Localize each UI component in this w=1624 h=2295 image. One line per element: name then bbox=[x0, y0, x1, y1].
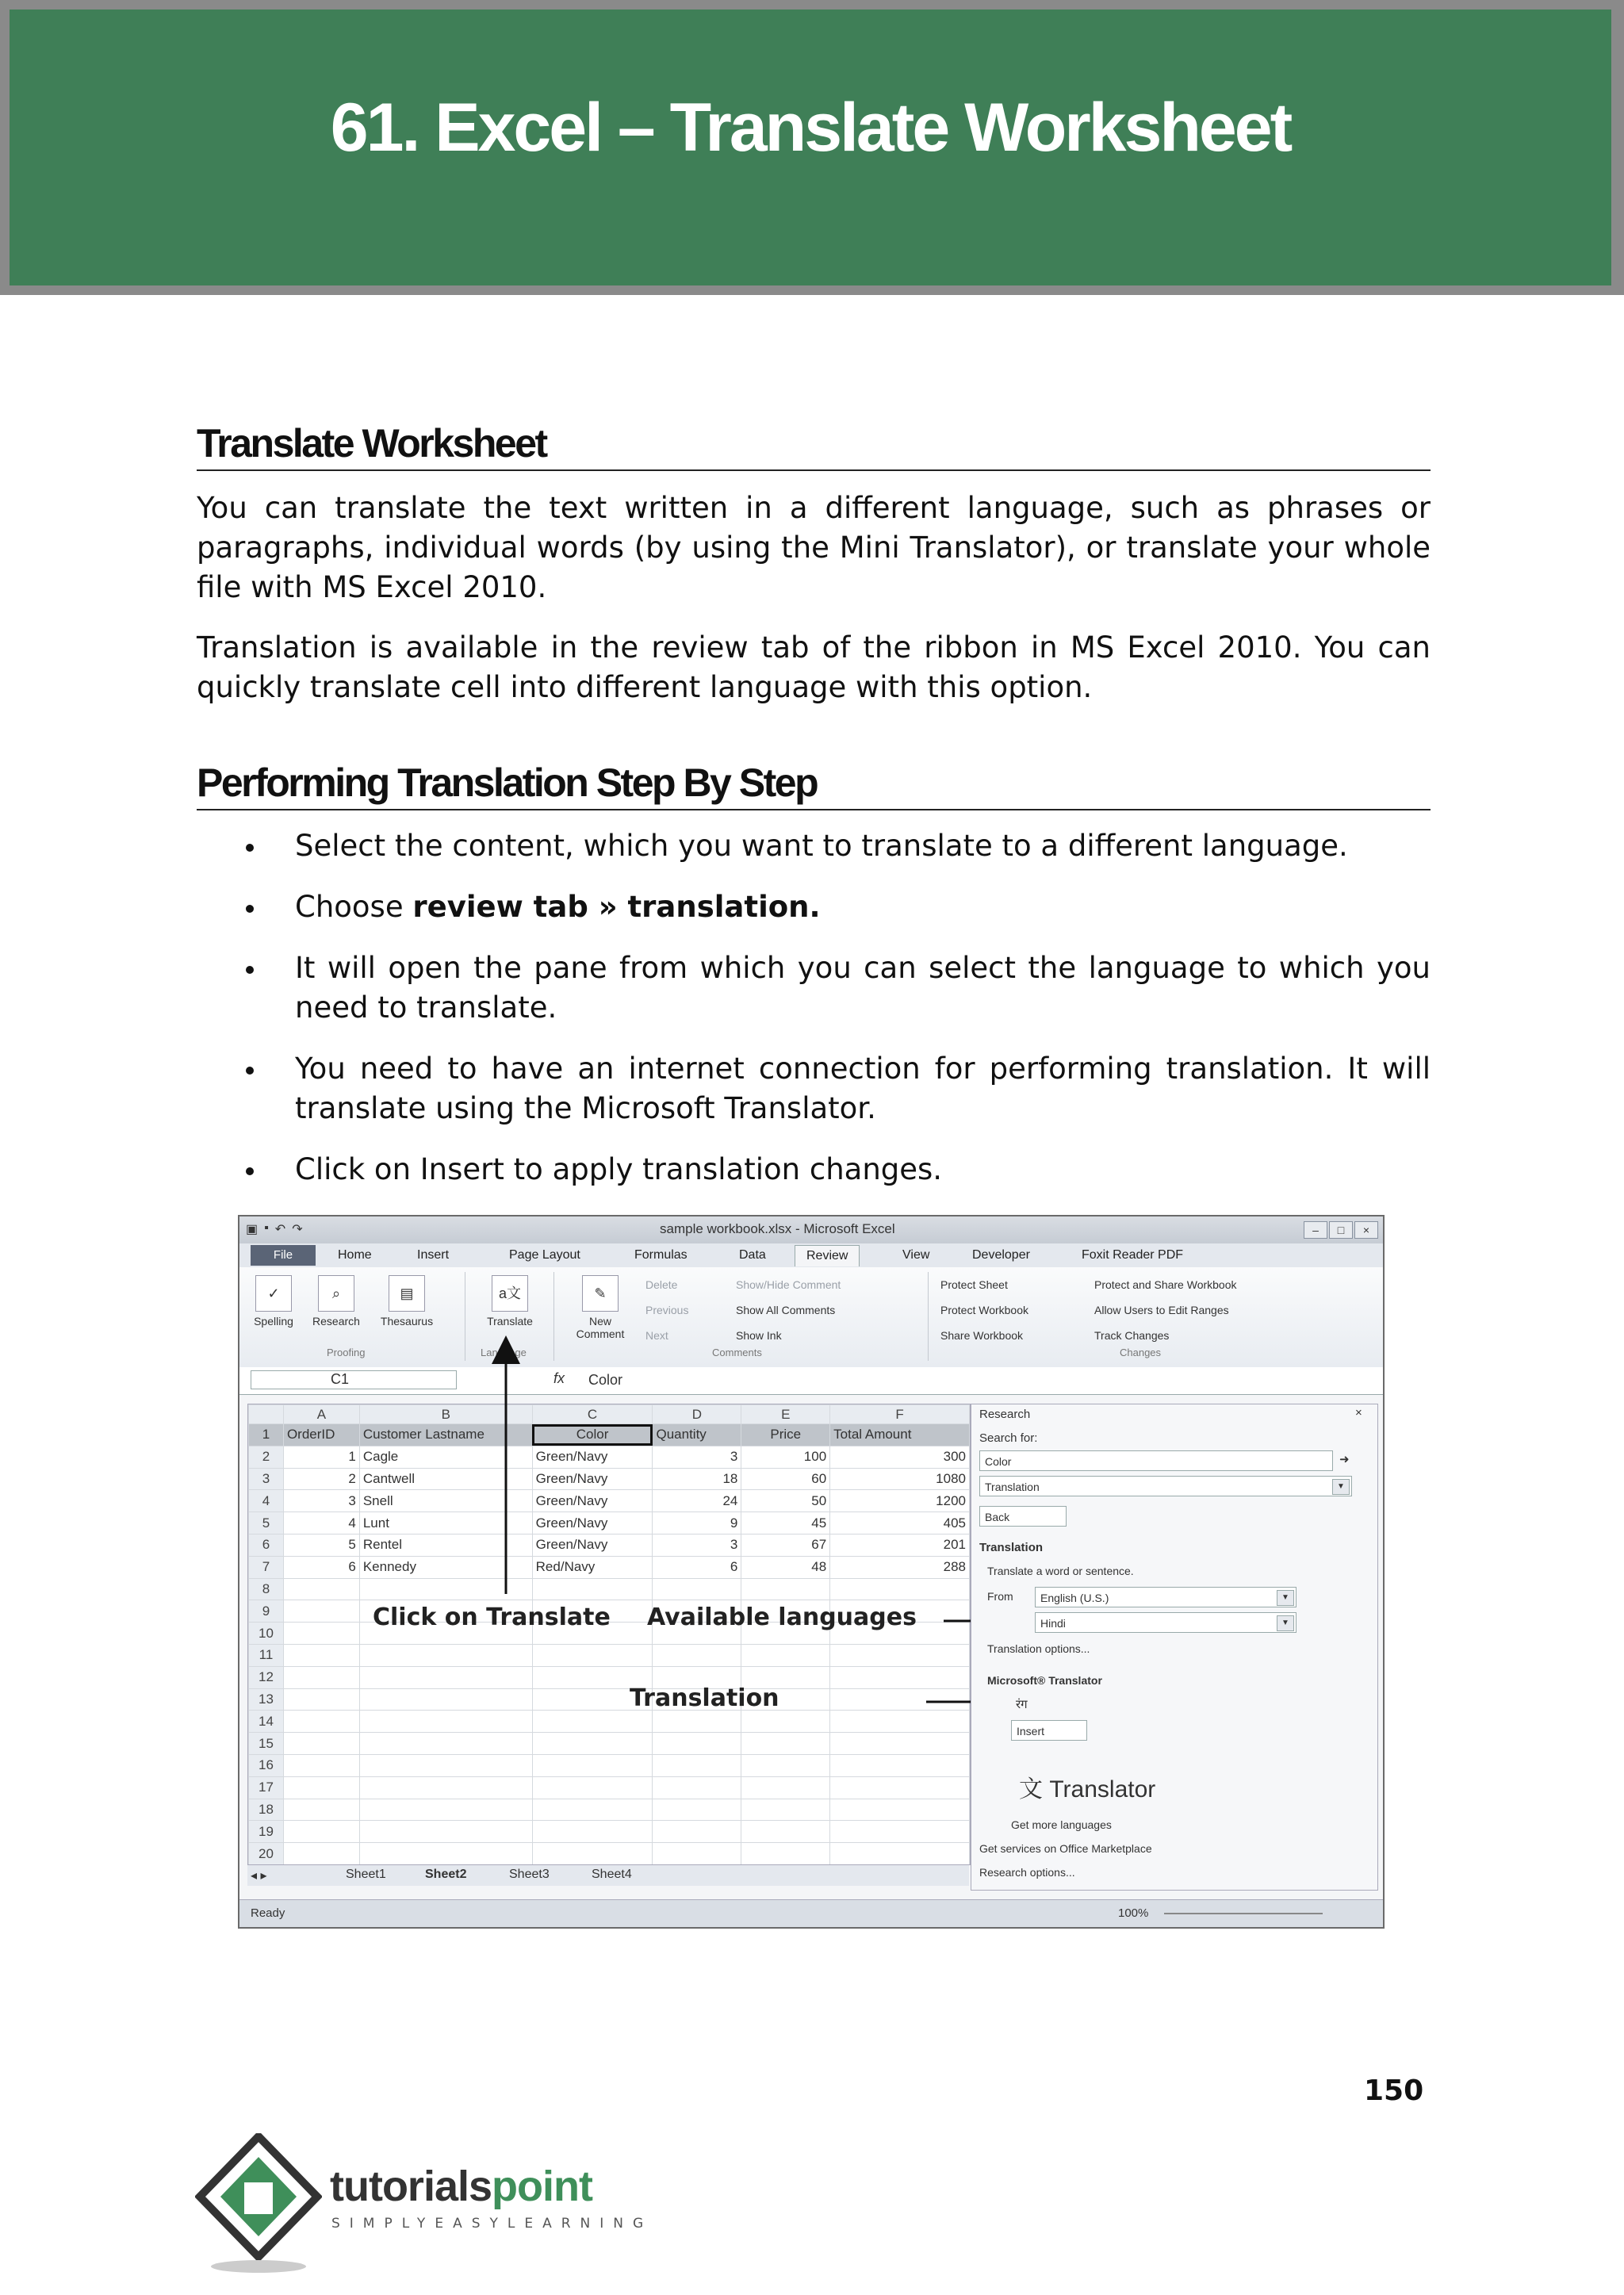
cell[interactable]: Kennedy bbox=[359, 1556, 532, 1578]
research-options-link[interactable]: Research options... bbox=[979, 1866, 1075, 1879]
service-value: Translation bbox=[985, 1481, 1040, 1493]
row-header[interactable]: 14 bbox=[249, 1711, 284, 1733]
translation-result: रंग bbox=[1016, 1698, 1028, 1711]
column-header[interactable]: E bbox=[741, 1405, 830, 1424]
comment-icon: ✎ bbox=[582, 1275, 619, 1312]
section-translate-worksheet bbox=[197, 420, 1431, 707]
cell[interactable]: 288 bbox=[830, 1556, 970, 1578]
chapter-banner bbox=[0, 0, 1624, 295]
paragraph-intro: You can translate the text written in a different language, such as phrases or paragraphs, individual words (by using the Mini Translator), or translate your whole file with MS Excel 2010. bbox=[197, 491, 1431, 604]
tab-insert[interactable]: Insert bbox=[417, 1248, 450, 1262]
chevron-down-icon: ▼ bbox=[1277, 1590, 1294, 1606]
cell[interactable]: 1 bbox=[283, 1446, 359, 1468]
group-comments: Comments bbox=[712, 1347, 762, 1358]
cell[interactable]: Customer Lastname bbox=[359, 1424, 532, 1446]
chapter-title: 61. Excel – Translate Worksheet bbox=[330, 90, 1291, 166]
cell[interactable]: Lunt bbox=[359, 1512, 532, 1534]
close-pane-icon[interactable]: × bbox=[1355, 1406, 1362, 1420]
translator-brand-text: Translator bbox=[1049, 1776, 1156, 1803]
row-header[interactable]: 2 bbox=[249, 1446, 284, 1468]
step-text: It will open the pane from which you can select the language to which you need to translate. bbox=[295, 951, 1431, 1025]
search-for-label: Search for: bbox=[979, 1431, 1038, 1445]
translation-section-header[interactable]: Translation bbox=[979, 1541, 1044, 1554]
back-label: Back bbox=[985, 1511, 1010, 1523]
tab-formulas[interactable]: Formulas bbox=[634, 1248, 688, 1262]
section-heading-translate-worksheet: Translate Worksheet bbox=[197, 420, 1431, 471]
thesaurus-icon: ▤ bbox=[389, 1275, 425, 1312]
cell[interactable]: 405 bbox=[830, 1512, 970, 1534]
cell[interactable]: 6 bbox=[283, 1556, 359, 1578]
step-text: Select the content, which you want to translate to a different language. bbox=[295, 829, 1348, 863]
sheet-tabs bbox=[247, 1865, 969, 1886]
column-header[interactable]: F bbox=[830, 1405, 970, 1424]
cell[interactable]: 300 bbox=[830, 1446, 970, 1468]
show-all-comments-button[interactable]: Show All Comments bbox=[736, 1304, 836, 1316]
tab-data[interactable]: Data bbox=[739, 1248, 766, 1262]
protect-share-button[interactable]: Protect and Share Workbook bbox=[1094, 1278, 1237, 1291]
cell[interactable]: 48 bbox=[741, 1556, 830, 1578]
maximize-icon[interactable]: □ bbox=[1329, 1221, 1353, 1239]
cell[interactable]: 24 bbox=[653, 1490, 741, 1512]
from-label: From bbox=[987, 1590, 1013, 1603]
close-icon[interactable]: × bbox=[1354, 1221, 1378, 1239]
cell[interactable]: Red/Navy bbox=[532, 1556, 653, 1578]
zoom-slider[interactable] bbox=[1164, 1913, 1323, 1914]
list-item bbox=[197, 887, 1431, 927]
row-header[interactable]: 11 bbox=[249, 1644, 284, 1666]
excel-screenshot bbox=[238, 1215, 1385, 1929]
undo-icon[interactable]: ↶ bbox=[274, 1223, 286, 1236]
cell[interactable]: 3 bbox=[653, 1446, 741, 1468]
translator-logo-icon: 文 bbox=[1019, 1776, 1043, 1803]
cell[interactable]: Cantwell bbox=[359, 1468, 532, 1490]
ms-translator-header: Microsoft® Translator bbox=[987, 1674, 1102, 1687]
bullet-icon bbox=[246, 1067, 254, 1075]
step-emphasis: review tab » translation. bbox=[412, 890, 821, 924]
to-language-value: Hindi bbox=[1040, 1617, 1066, 1630]
list-item bbox=[197, 826, 1431, 866]
row-header[interactable]: 19 bbox=[249, 1821, 284, 1843]
cell[interactable]: OrderID bbox=[283, 1424, 359, 1446]
logo-text-point: point bbox=[492, 2163, 592, 2210]
step-text: Choose bbox=[295, 890, 413, 924]
annotation-available-languages: Available languages bbox=[647, 1603, 917, 1631]
bullet-icon bbox=[246, 1167, 254, 1175]
step-text: You need to have an internet connection for performing translation. It will translate using the Microsoft Translator. bbox=[295, 1052, 1431, 1125]
group-language: Language bbox=[481, 1347, 527, 1358]
cell[interactable]: Rentel bbox=[359, 1534, 532, 1556]
show-hide-comment-button[interactable]: Show/Hide Comment bbox=[736, 1278, 841, 1291]
delete-comment-button[interactable]: Delete bbox=[645, 1278, 678, 1291]
spelling-icon: ✓ bbox=[255, 1275, 292, 1312]
bullet-icon bbox=[246, 905, 254, 913]
row-header[interactable]: 15 bbox=[249, 1733, 284, 1755]
excel-logo-icon: ▣ bbox=[246, 1223, 259, 1236]
cell[interactable]: 6 bbox=[653, 1556, 741, 1578]
marketplace-link[interactable]: Get services on Office Marketplace bbox=[979, 1842, 1152, 1855]
cell[interactable]: Green/Navy bbox=[532, 1534, 653, 1556]
tab-page-layout[interactable]: Page Layout bbox=[509, 1248, 580, 1262]
get-more-languages-link[interactable]: Get more languages bbox=[1011, 1818, 1112, 1831]
cell[interactable]: Cagle bbox=[359, 1446, 532, 1468]
status-ready: Ready bbox=[251, 1906, 285, 1920]
sheet-nav-icon[interactable]: ◂ ▸ bbox=[251, 1869, 267, 1883]
row-header[interactable]: 1 bbox=[249, 1424, 284, 1446]
column-header[interactable]: B bbox=[359, 1405, 532, 1424]
cell[interactable]: Green/Navy bbox=[532, 1490, 653, 1512]
row-header[interactable]: 3 bbox=[249, 1468, 284, 1490]
logo-wordmark bbox=[330, 2162, 592, 2211]
cell[interactable]: 3 bbox=[653, 1534, 741, 1556]
cell[interactable]: 67 bbox=[741, 1534, 830, 1556]
cell[interactable]: 9 bbox=[653, 1512, 741, 1534]
cell[interactable]: 3 bbox=[283, 1490, 359, 1512]
from-language-value: English (U.S.) bbox=[1040, 1592, 1109, 1604]
tutorialspoint-logo bbox=[195, 2133, 671, 2276]
spelling-label: Spelling bbox=[254, 1315, 293, 1328]
tab-foxit[interactable]: Foxit Reader PDF bbox=[1082, 1248, 1184, 1262]
thesaurus-label: Thesaurus bbox=[380, 1315, 434, 1328]
cell[interactable]: Green/Navy bbox=[532, 1512, 653, 1534]
cell[interactable]: 1200 bbox=[830, 1490, 970, 1512]
row-header[interactable]: 8 bbox=[249, 1578, 284, 1600]
translator-brand bbox=[1019, 1769, 1155, 1804]
cell[interactable]: 18 bbox=[653, 1468, 741, 1490]
insert-label: Insert bbox=[1017, 1725, 1045, 1738]
row-header[interactable]: 7 bbox=[249, 1556, 284, 1578]
column-header[interactable]: D bbox=[653, 1405, 741, 1424]
row-header[interactable]: 20 bbox=[249, 1843, 284, 1865]
tab-review[interactable]: Review bbox=[795, 1245, 860, 1266]
row-header[interactable]: 6 bbox=[249, 1534, 284, 1556]
steps-list bbox=[197, 826, 1431, 1190]
cell[interactable]: Quantity bbox=[653, 1424, 741, 1446]
cell[interactable]: 50 bbox=[741, 1490, 830, 1512]
next-comment-button[interactable]: Next bbox=[645, 1329, 668, 1342]
research-pane-title: Research bbox=[979, 1408, 1031, 1421]
tab-sheet3[interactable]: Sheet3 bbox=[509, 1868, 550, 1881]
row-header[interactable]: 18 bbox=[249, 1799, 284, 1821]
back-button[interactable] bbox=[979, 1506, 1067, 1527]
research-label: Research bbox=[312, 1315, 360, 1328]
row-header[interactable]: 9 bbox=[249, 1600, 284, 1623]
research-icon: ⌕ bbox=[318, 1275, 354, 1312]
insert-button[interactable] bbox=[1011, 1720, 1087, 1741]
group-changes: Changes bbox=[1120, 1347, 1162, 1358]
list-item bbox=[197, 1049, 1431, 1128]
from-language-select[interactable] bbox=[1035, 1587, 1297, 1607]
status-bar bbox=[239, 1899, 1383, 1927]
redo-icon[interactable]: ↷ bbox=[292, 1223, 303, 1236]
cell[interactable]: 4 bbox=[283, 1512, 359, 1534]
tab-sheet4[interactable]: Sheet4 bbox=[592, 1868, 632, 1881]
show-ink-button[interactable]: Show Ink bbox=[736, 1329, 782, 1342]
chapter-banner-inner bbox=[10, 10, 1611, 285]
previous-comment-button[interactable]: Previous bbox=[645, 1304, 689, 1316]
bullet-icon bbox=[246, 844, 254, 852]
allow-users-button[interactable]: Allow Users to Edit Ranges bbox=[1094, 1304, 1229, 1316]
excel-window-title: sample workbook.xlsx - Microsoft Excel bbox=[660, 1221, 895, 1236]
cell[interactable]: Price bbox=[741, 1424, 830, 1446]
step-text: Click on Insert to apply translation changes. bbox=[295, 1152, 943, 1186]
section-heading-performing-translation: Performing Translation Step By Step bbox=[197, 760, 1431, 810]
row-header[interactable]: 17 bbox=[249, 1776, 284, 1799]
protect-sheet-button[interactable]: Protect Sheet bbox=[940, 1278, 1008, 1291]
chevron-down-icon: ▼ bbox=[1277, 1615, 1294, 1631]
row-header[interactable]: 12 bbox=[249, 1666, 284, 1688]
column-header[interactable]: C bbox=[532, 1405, 653, 1424]
cell[interactable]: 5 bbox=[283, 1534, 359, 1556]
row-header[interactable]: 5 bbox=[249, 1512, 284, 1534]
page-number: 150 bbox=[1364, 2075, 1424, 2107]
name-box[interactable]: C1 bbox=[251, 1370, 457, 1389]
cell[interactable]: Total Amount bbox=[830, 1424, 970, 1446]
row-header[interactable]: 10 bbox=[249, 1623, 284, 1645]
cell[interactable]: Green/Navy bbox=[532, 1468, 653, 1490]
research-pane bbox=[971, 1404, 1378, 1891]
search-input[interactable]: Color bbox=[979, 1450, 1333, 1471]
fx-icon: fx bbox=[553, 1370, 565, 1386]
translation-options-link[interactable]: Translation options... bbox=[987, 1642, 1090, 1655]
cell[interactable]: 201 bbox=[830, 1534, 970, 1556]
paragraph-review-tab: Translation is available in the review tab of the ribbon in MS Excel 2010. You can quickly translate cell into different language with this option. bbox=[197, 630, 1431, 704]
annotation-translation: Translation bbox=[630, 1684, 779, 1712]
row-header[interactable]: 13 bbox=[249, 1688, 284, 1711]
group-proofing: Proofing bbox=[327, 1347, 366, 1358]
service-select[interactable] bbox=[979, 1476, 1352, 1496]
search-go-icon[interactable]: ➜ bbox=[1339, 1453, 1350, 1466]
list-item bbox=[197, 1150, 1431, 1190]
share-workbook-button[interactable]: Share Workbook bbox=[940, 1329, 1024, 1342]
save-icon[interactable]: ▪ bbox=[264, 1221, 269, 1235]
bullet-icon bbox=[246, 966, 254, 974]
logo-text-tutorials: tutorials bbox=[330, 2163, 492, 2210]
selected-cell[interactable]: Color bbox=[532, 1424, 653, 1446]
tab-sheet1[interactable]: Sheet1 bbox=[346, 1868, 386, 1881]
tab-view[interactable]: View bbox=[902, 1248, 930, 1262]
cell[interactable]: 2 bbox=[283, 1468, 359, 1490]
formula-input[interactable]: Color bbox=[588, 1372, 623, 1388]
zoom-level[interactable]: 100% bbox=[1118, 1906, 1149, 1920]
cell[interactable]: 45 bbox=[741, 1512, 830, 1534]
row-header[interactable]: 16 bbox=[249, 1754, 284, 1776]
section-performing-translation bbox=[197, 760, 1431, 1211]
logo-tagline: SIMPLYEASYLEARNING bbox=[331, 2216, 653, 2232]
cell[interactable]: Green/Navy bbox=[532, 1446, 653, 1468]
tab-developer[interactable]: Developer bbox=[972, 1248, 1030, 1262]
translate-label: Translate bbox=[487, 1315, 533, 1328]
tab-home[interactable]: Home bbox=[338, 1248, 372, 1262]
logo-mark-icon bbox=[195, 2133, 322, 2276]
new-comment-label: New Comment bbox=[576, 1315, 625, 1340]
column-header[interactable]: A bbox=[283, 1405, 359, 1424]
minimize-icon[interactable]: – bbox=[1304, 1221, 1327, 1239]
protect-workbook-button[interactable]: Protect Workbook bbox=[940, 1304, 1029, 1316]
translate-icon: a文 bbox=[492, 1275, 528, 1312]
row-header[interactable]: 4 bbox=[249, 1490, 284, 1512]
cell[interactable]: 100 bbox=[741, 1446, 830, 1468]
cell[interactable]: 60 bbox=[741, 1468, 830, 1490]
tab-file[interactable]: File bbox=[251, 1245, 316, 1266]
annotation-click-translate: Click on Translate bbox=[373, 1603, 611, 1631]
track-changes-button[interactable]: Track Changes bbox=[1094, 1329, 1170, 1342]
cell[interactable]: Snell bbox=[359, 1490, 532, 1512]
chevron-down-icon: ▼ bbox=[1332, 1479, 1350, 1495]
tab-sheet2[interactable]: Sheet2 bbox=[425, 1868, 467, 1881]
list-item bbox=[197, 948, 1431, 1028]
translate-hint: Translate a word or sentence. bbox=[987, 1565, 1134, 1577]
to-language-select[interactable] bbox=[1035, 1612, 1297, 1633]
cell[interactable]: 1080 bbox=[830, 1468, 970, 1490]
